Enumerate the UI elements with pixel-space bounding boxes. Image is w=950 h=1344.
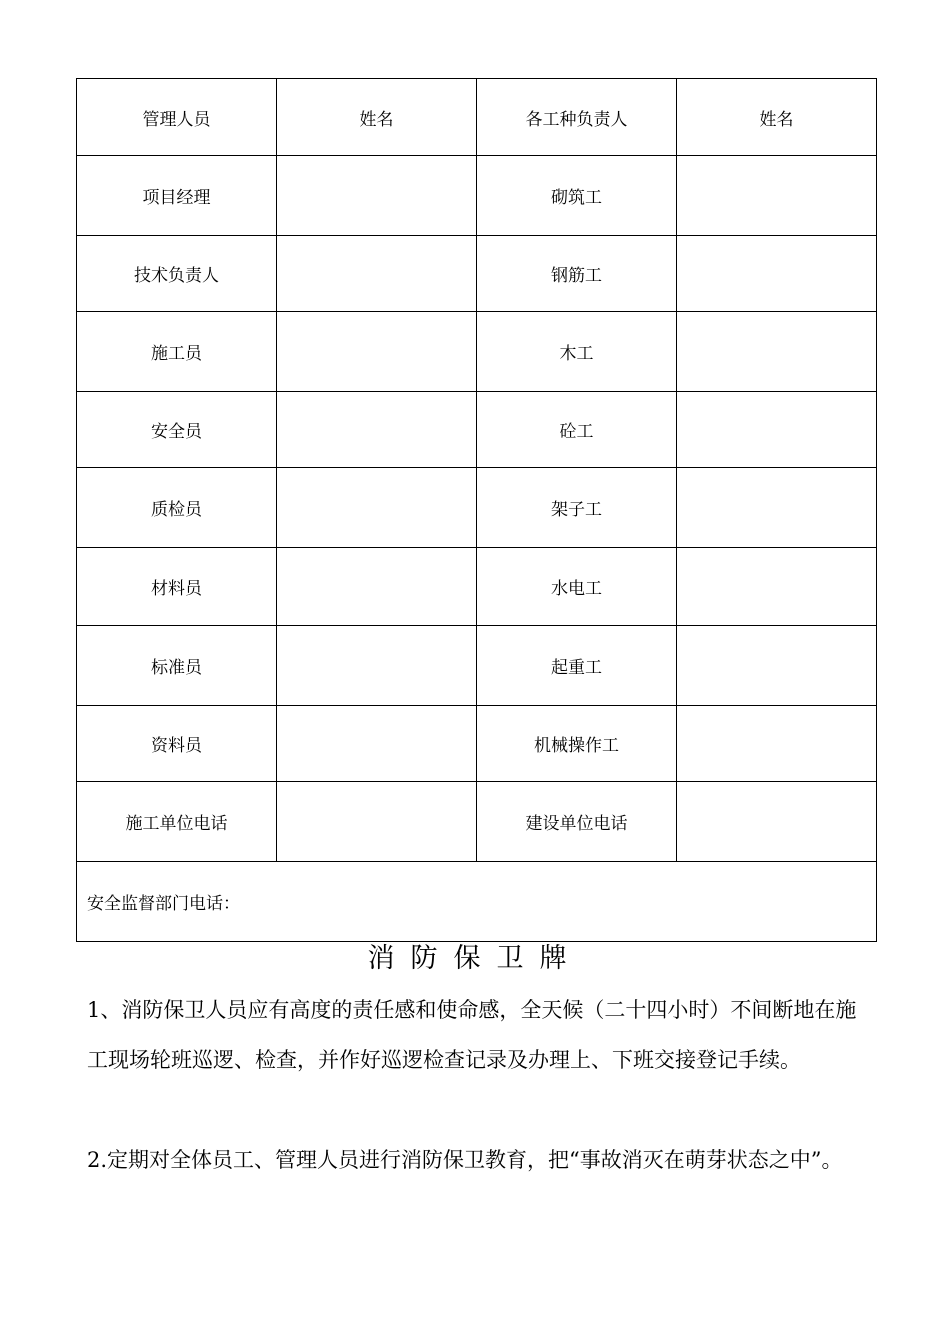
role-cell: 技术负责人	[77, 236, 277, 312]
table-row	[77, 548, 877, 626]
trade-name-cell	[677, 312, 877, 392]
role-cell: 安全员	[77, 392, 277, 468]
trade-name-cell	[677, 706, 877, 782]
trade-name-cell	[677, 156, 877, 236]
table-row	[77, 468, 877, 548]
trade-cell: 机械操作工	[477, 706, 677, 782]
name-cell	[277, 156, 477, 236]
table-row	[77, 626, 877, 706]
table-row	[77, 782, 877, 862]
role-cell: 资料员	[77, 706, 277, 782]
section-title: 消防保卫牌	[367, 943, 583, 974]
table-row	[77, 392, 877, 468]
paragraph-1: 1、消防保卫人员应有高度的责任感和使命感，全天候（二十四小时）不间断地在施工现场轮班巡逻、检查，并作好巡逻检查记录及办理上、下班交接登记手续。	[87, 998, 857, 1072]
trade-cell: 建设单位电话	[477, 782, 677, 862]
table-row	[77, 156, 877, 236]
header-trade-lead: 各工种负责人	[477, 79, 677, 156]
role-cell: 项目经理	[77, 156, 277, 236]
table-row	[77, 312, 877, 392]
name-cell	[277, 548, 477, 626]
name-cell	[277, 706, 477, 782]
header-management: 管理人员	[77, 79, 277, 156]
name-cell	[277, 468, 477, 548]
trade-cell: 起重工	[477, 626, 677, 706]
role-cell: 施工单位电话	[77, 782, 277, 862]
name-cell	[277, 392, 477, 468]
trade-cell: 砌筑工	[477, 156, 677, 236]
role-cell: 材料员	[77, 548, 277, 626]
trade-name-cell	[677, 782, 877, 862]
trade-name-cell	[677, 548, 877, 626]
header-name: 姓名	[677, 79, 877, 156]
trade-cell: 木工	[477, 312, 677, 392]
name-cell	[277, 236, 477, 312]
trade-name-cell	[677, 468, 877, 548]
trade-cell: 架子工	[477, 468, 677, 548]
table-row	[77, 706, 877, 782]
name-cell	[277, 312, 477, 392]
role-cell: 施工员	[77, 312, 277, 392]
roster-table	[76, 78, 877, 942]
table-header-row	[77, 79, 877, 156]
trade-name-cell	[677, 236, 877, 312]
trade-cell: 砼工	[477, 392, 677, 468]
table-row	[77, 236, 877, 312]
trade-name-cell	[677, 392, 877, 468]
role-cell: 标准员	[77, 626, 277, 706]
name-cell	[277, 782, 477, 862]
role-cell: 质检员	[77, 468, 277, 548]
table-footer-row	[77, 862, 877, 942]
safety-supervision-phone: 安全监督部门电话：	[77, 862, 877, 942]
paragraph-2: 2.定期对全体员工、管理人员进行消防保卫教育，把“事故消灭在萌芽状态之中”。	[87, 1148, 843, 1172]
name-cell	[277, 626, 477, 706]
trade-cell: 钢筋工	[477, 236, 677, 312]
header-name: 姓名	[277, 79, 477, 156]
trade-name-cell	[677, 626, 877, 706]
trade-cell: 水电工	[477, 548, 677, 626]
